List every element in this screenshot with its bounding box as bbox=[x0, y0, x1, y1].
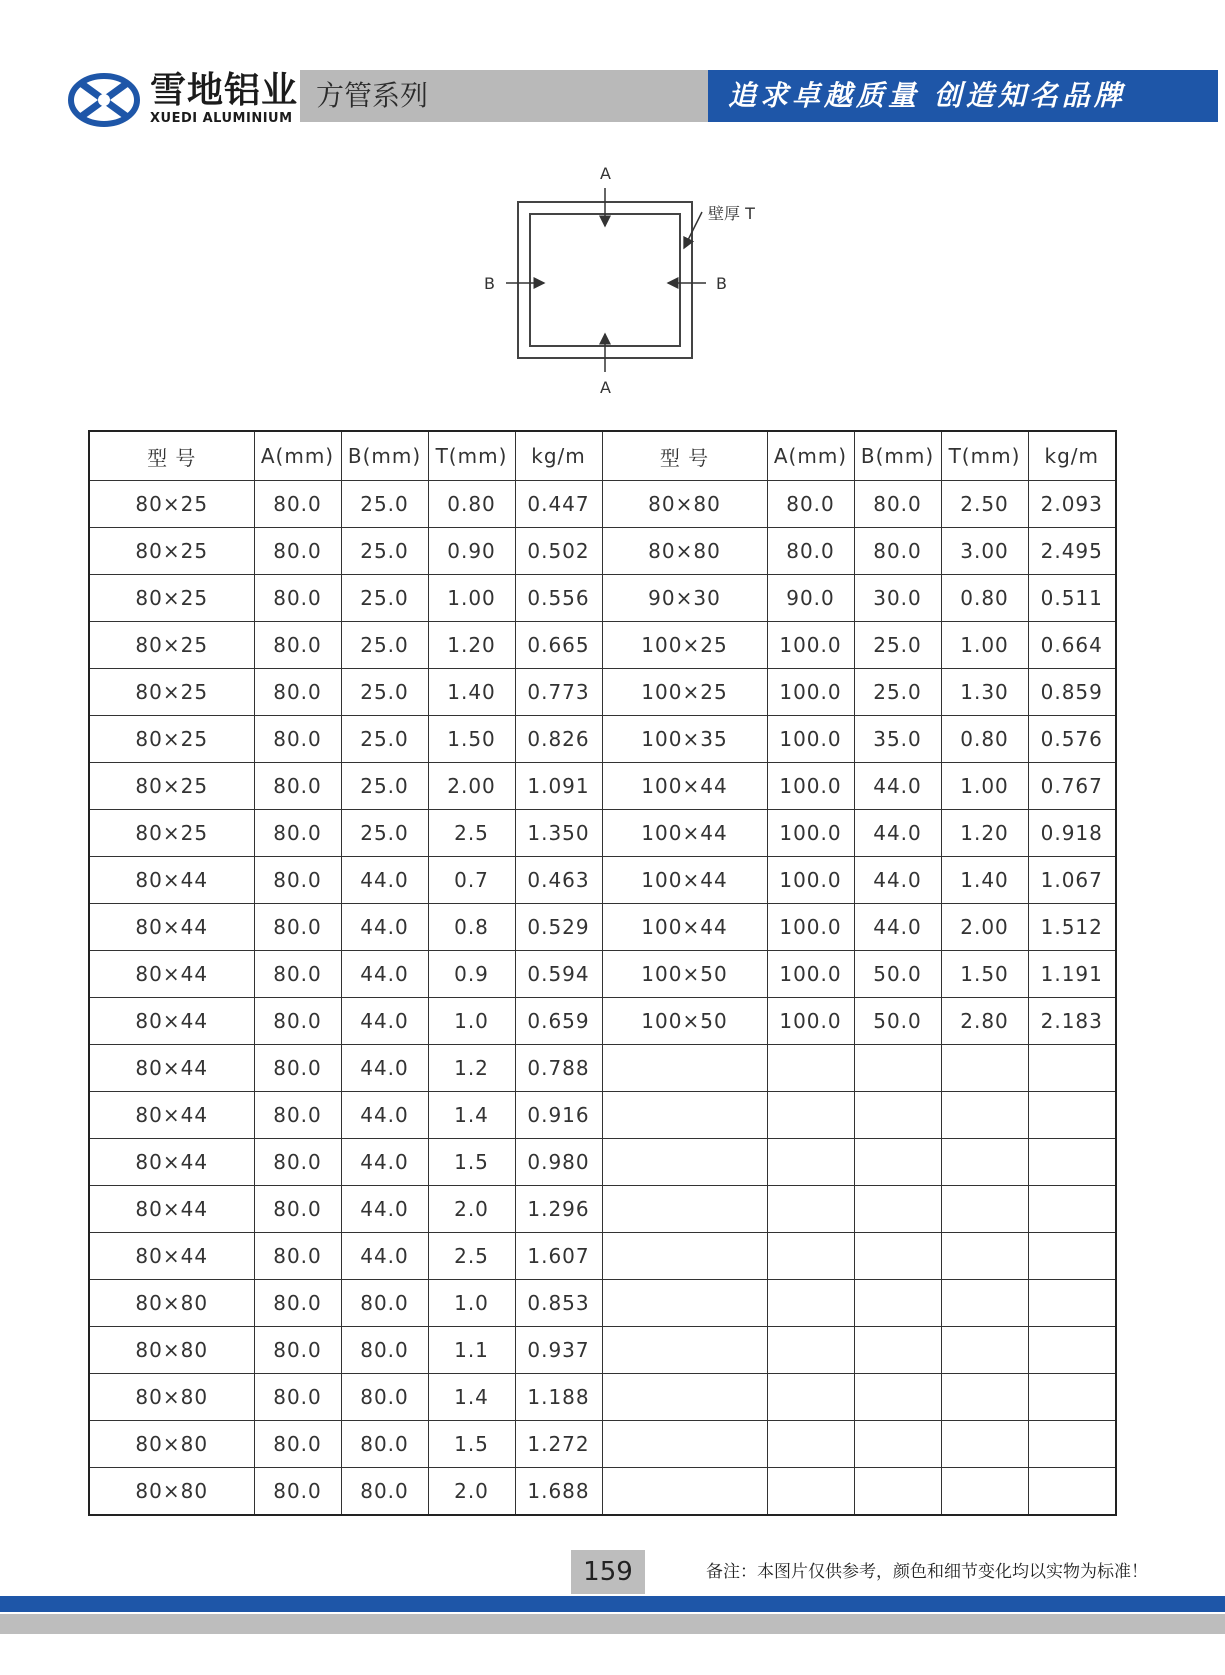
cell-b-mm: 80.0 bbox=[341, 1327, 428, 1374]
cell-a-mm: 80.0 bbox=[254, 951, 341, 998]
cell-model: 80×44 bbox=[89, 1092, 254, 1139]
cell-a-mm: 100.0 bbox=[767, 951, 854, 998]
cell-b-mm: 25.0 bbox=[341, 716, 428, 763]
cell-kg-per-m: 0.859 bbox=[1028, 669, 1116, 716]
cell-a-mm bbox=[767, 1421, 854, 1468]
table-row bbox=[89, 1468, 1116, 1516]
cell-a-mm bbox=[767, 1327, 854, 1374]
cell-a-mm bbox=[767, 1468, 854, 1516]
label-wall-thickness: 壁厚 T bbox=[708, 204, 755, 223]
cell-kg-per-m bbox=[1028, 1374, 1116, 1421]
cell-kg-per-m: 1.607 bbox=[515, 1233, 602, 1280]
cell-t-mm: 0.80 bbox=[428, 481, 515, 528]
cell-kg-per-m bbox=[1028, 1233, 1116, 1280]
cell-t-mm: 2.0 bbox=[428, 1186, 515, 1233]
cell-t-mm: 1.00 bbox=[941, 763, 1028, 810]
cell-b-mm: 80.0 bbox=[341, 1280, 428, 1327]
cell-a-mm: 100.0 bbox=[767, 998, 854, 1045]
cell-model: 100×44 bbox=[602, 904, 767, 951]
cell-a-mm: 80.0 bbox=[254, 904, 341, 951]
cell-model: 100×25 bbox=[602, 622, 767, 669]
table-row bbox=[89, 1327, 1116, 1374]
header-a: A(mm) bbox=[767, 431, 854, 481]
cell-a-mm bbox=[767, 1139, 854, 1186]
table-row bbox=[89, 528, 1116, 575]
slogan-text: 追求卓越质量 创造知名品牌 bbox=[728, 79, 1126, 112]
cell-model: 100×44 bbox=[602, 857, 767, 904]
cell-b-mm: 44.0 bbox=[341, 1139, 428, 1186]
cell-kg-per-m: 2.495 bbox=[1028, 528, 1116, 575]
cell-t-mm: 1.00 bbox=[941, 622, 1028, 669]
cell-model bbox=[602, 1327, 767, 1374]
cell-a-mm bbox=[767, 1233, 854, 1280]
cell-b-mm: 44.0 bbox=[341, 1045, 428, 1092]
cell-t-mm: 0.9 bbox=[428, 951, 515, 998]
cell-t-mm bbox=[941, 1374, 1028, 1421]
cell-model: 100×44 bbox=[602, 763, 767, 810]
cell-t-mm: 1.1 bbox=[428, 1327, 515, 1374]
cell-t-mm: 1.4 bbox=[428, 1092, 515, 1139]
cell-t-mm: 2.80 bbox=[941, 998, 1028, 1045]
footer-blue-stripe bbox=[0, 1596, 1225, 1612]
cell-model: 80×80 bbox=[602, 481, 767, 528]
cell-kg-per-m: 1.512 bbox=[1028, 904, 1116, 951]
cell-t-mm bbox=[941, 1327, 1028, 1374]
cell-b-mm: 25.0 bbox=[854, 622, 941, 669]
cell-a-mm: 80.0 bbox=[254, 481, 341, 528]
xuedi-logo-icon bbox=[68, 72, 140, 128]
header-model: 型 号 bbox=[89, 431, 254, 481]
label-b-left: B bbox=[484, 274, 495, 293]
cell-kg-per-m: 1.067 bbox=[1028, 857, 1116, 904]
cell-kg-per-m: 0.937 bbox=[515, 1327, 602, 1374]
series-banner bbox=[300, 70, 710, 122]
cell-model: 80×44 bbox=[89, 998, 254, 1045]
cell-a-mm: 80.0 bbox=[254, 1468, 341, 1516]
cell-b-mm: 25.0 bbox=[341, 810, 428, 857]
cell-kg-per-m: 1.350 bbox=[515, 810, 602, 857]
cell-t-mm: 2.00 bbox=[428, 763, 515, 810]
cell-model: 80×80 bbox=[89, 1468, 254, 1516]
cell-kg-per-m: 0.659 bbox=[515, 998, 602, 1045]
cell-a-mm bbox=[767, 1374, 854, 1421]
table-row bbox=[89, 951, 1116, 998]
cell-a-mm: 100.0 bbox=[767, 763, 854, 810]
cell-model: 80×44 bbox=[89, 1186, 254, 1233]
cell-kg-per-m: 0.918 bbox=[1028, 810, 1116, 857]
cell-b-mm bbox=[854, 1280, 941, 1327]
cell-kg-per-m: 1.188 bbox=[515, 1374, 602, 1421]
brand-name-cn: 雪地铝业 bbox=[150, 70, 299, 111]
cell-model bbox=[602, 1233, 767, 1280]
cell-kg-per-m: 1.191 bbox=[1028, 951, 1116, 998]
cell-t-mm: 1.50 bbox=[428, 716, 515, 763]
cell-b-mm: 44.0 bbox=[854, 904, 941, 951]
cell-b-mm bbox=[854, 1233, 941, 1280]
table-row bbox=[89, 1092, 1116, 1139]
cell-kg-per-m bbox=[1028, 1139, 1116, 1186]
header-b: B(mm) bbox=[854, 431, 941, 481]
cell-model: 80×44 bbox=[89, 1233, 254, 1280]
cell-model: 100×50 bbox=[602, 951, 767, 998]
cell-t-mm: 1.0 bbox=[428, 998, 515, 1045]
cell-b-mm bbox=[854, 1092, 941, 1139]
cell-a-mm: 100.0 bbox=[767, 669, 854, 716]
table-row bbox=[89, 622, 1116, 669]
cell-a-mm: 80.0 bbox=[767, 528, 854, 575]
page-header bbox=[0, 62, 1225, 132]
cell-t-mm: 0.8 bbox=[428, 904, 515, 951]
table-row bbox=[89, 1233, 1116, 1280]
cell-t-mm bbox=[941, 1186, 1028, 1233]
cell-model: 100×50 bbox=[602, 998, 767, 1045]
cell-a-mm: 80.0 bbox=[254, 1280, 341, 1327]
cell-b-mm bbox=[854, 1327, 941, 1374]
table-row bbox=[89, 1280, 1116, 1327]
cell-kg-per-m: 0.511 bbox=[1028, 575, 1116, 622]
cell-b-mm: 80.0 bbox=[854, 481, 941, 528]
cell-b-mm: 80.0 bbox=[341, 1421, 428, 1468]
page-number: 159 bbox=[583, 1557, 633, 1587]
cell-model: 80×44 bbox=[89, 1045, 254, 1092]
cell-kg-per-m bbox=[1028, 1421, 1116, 1468]
cell-t-mm: 0.90 bbox=[428, 528, 515, 575]
cell-kg-per-m: 0.980 bbox=[515, 1139, 602, 1186]
cell-a-mm bbox=[767, 1045, 854, 1092]
cell-b-mm: 25.0 bbox=[341, 622, 428, 669]
cell-model: 80×25 bbox=[89, 810, 254, 857]
cell-a-mm: 80.0 bbox=[254, 575, 341, 622]
cell-model: 80×44 bbox=[89, 857, 254, 904]
cell-a-mm: 80.0 bbox=[254, 810, 341, 857]
header-a: A(mm) bbox=[254, 431, 341, 481]
cell-t-mm bbox=[941, 1233, 1028, 1280]
cell-t-mm: 1.5 bbox=[428, 1139, 515, 1186]
cell-b-mm: 44.0 bbox=[854, 763, 941, 810]
cell-b-mm: 44.0 bbox=[341, 904, 428, 951]
cell-kg-per-m: 1.272 bbox=[515, 1421, 602, 1468]
cell-t-mm: 2.5 bbox=[428, 810, 515, 857]
cell-t-mm: 1.00 bbox=[428, 575, 515, 622]
cell-model: 80×80 bbox=[89, 1327, 254, 1374]
cell-t-mm: 2.0 bbox=[428, 1468, 515, 1516]
cell-b-mm: 25.0 bbox=[854, 669, 941, 716]
cell-kg-per-m bbox=[1028, 1468, 1116, 1516]
cell-t-mm bbox=[941, 1092, 1028, 1139]
brand-logo bbox=[68, 70, 298, 128]
cell-a-mm bbox=[767, 1186, 854, 1233]
cell-b-mm: 25.0 bbox=[341, 575, 428, 622]
table-row bbox=[89, 1374, 1116, 1421]
cell-kg-per-m: 0.463 bbox=[515, 857, 602, 904]
cell-model: 80×44 bbox=[89, 951, 254, 998]
cell-kg-per-m: 0.773 bbox=[515, 669, 602, 716]
cell-kg-per-m: 0.556 bbox=[515, 575, 602, 622]
cell-a-mm: 90.0 bbox=[767, 575, 854, 622]
cell-model bbox=[602, 1280, 767, 1327]
cell-t-mm: 1.20 bbox=[428, 622, 515, 669]
table-row bbox=[89, 481, 1116, 528]
cell-model: 80×44 bbox=[89, 1139, 254, 1186]
cell-model: 80×80 bbox=[89, 1280, 254, 1327]
cell-a-mm: 80.0 bbox=[254, 1092, 341, 1139]
cell-model: 80×25 bbox=[89, 528, 254, 575]
cell-model: 100×25 bbox=[602, 669, 767, 716]
cell-t-mm: 3.00 bbox=[941, 528, 1028, 575]
cell-model: 80×25 bbox=[89, 481, 254, 528]
cell-kg-per-m: 0.447 bbox=[515, 481, 602, 528]
cell-a-mm: 80.0 bbox=[254, 1327, 341, 1374]
cell-b-mm: 44.0 bbox=[341, 1186, 428, 1233]
cell-model: 80×25 bbox=[89, 575, 254, 622]
cell-b-mm: 44.0 bbox=[854, 810, 941, 857]
cell-t-mm bbox=[941, 1468, 1028, 1516]
cell-b-mm bbox=[854, 1186, 941, 1233]
cell-kg-per-m: 0.576 bbox=[1028, 716, 1116, 763]
cell-model bbox=[602, 1421, 767, 1468]
cell-a-mm: 80.0 bbox=[254, 669, 341, 716]
cell-model: 80×25 bbox=[89, 669, 254, 716]
slogan-banner bbox=[708, 70, 1218, 122]
table-row bbox=[89, 575, 1116, 622]
cell-t-mm: 2.00 bbox=[941, 904, 1028, 951]
table-row bbox=[89, 904, 1116, 951]
series-title: 方管系列 bbox=[316, 79, 429, 112]
table-row bbox=[89, 1139, 1116, 1186]
cell-t-mm: 2.5 bbox=[428, 1233, 515, 1280]
cell-b-mm: 30.0 bbox=[854, 575, 941, 622]
cell-b-mm: 44.0 bbox=[341, 1092, 428, 1139]
cell-a-mm: 100.0 bbox=[767, 810, 854, 857]
cell-b-mm: 44.0 bbox=[854, 857, 941, 904]
cell-a-mm: 80.0 bbox=[254, 857, 341, 904]
header-weight: kg/m bbox=[515, 431, 602, 481]
cell-t-mm bbox=[941, 1045, 1028, 1092]
table-row bbox=[89, 1186, 1116, 1233]
square-tube-diagram bbox=[468, 160, 788, 400]
cell-b-mm: 80.0 bbox=[854, 528, 941, 575]
cell-a-mm: 80.0 bbox=[254, 1186, 341, 1233]
cell-a-mm: 100.0 bbox=[767, 716, 854, 763]
cell-t-mm: 1.4 bbox=[428, 1374, 515, 1421]
cell-model bbox=[602, 1139, 767, 1186]
table-row bbox=[89, 669, 1116, 716]
table-row bbox=[89, 763, 1116, 810]
label-a-bottom: A bbox=[600, 378, 611, 397]
cell-t-mm: 1.30 bbox=[941, 669, 1028, 716]
cell-a-mm: 80.0 bbox=[254, 998, 341, 1045]
cell-b-mm: 44.0 bbox=[341, 1233, 428, 1280]
cell-a-mm: 80.0 bbox=[254, 1139, 341, 1186]
cell-kg-per-m: 0.767 bbox=[1028, 763, 1116, 810]
cell-kg-per-m: 0.664 bbox=[1028, 622, 1116, 669]
cell-b-mm: 44.0 bbox=[341, 857, 428, 904]
cell-model: 80×80 bbox=[602, 528, 767, 575]
cell-t-mm: 1.2 bbox=[428, 1045, 515, 1092]
cell-b-mm: 80.0 bbox=[341, 1468, 428, 1516]
cell-model: 90×30 bbox=[602, 575, 767, 622]
cell-a-mm bbox=[767, 1280, 854, 1327]
cell-kg-per-m: 2.183 bbox=[1028, 998, 1116, 1045]
cell-b-mm: 35.0 bbox=[854, 716, 941, 763]
cell-a-mm: 100.0 bbox=[767, 622, 854, 669]
cell-a-mm: 100.0 bbox=[767, 857, 854, 904]
cell-t-mm: 0.7 bbox=[428, 857, 515, 904]
table-row bbox=[89, 857, 1116, 904]
cell-model: 100×44 bbox=[602, 810, 767, 857]
cell-b-mm: 25.0 bbox=[341, 481, 428, 528]
cell-t-mm bbox=[941, 1421, 1028, 1468]
cell-kg-per-m: 0.853 bbox=[515, 1280, 602, 1327]
cell-kg-per-m: 0.665 bbox=[515, 622, 602, 669]
cell-a-mm: 80.0 bbox=[254, 622, 341, 669]
cell-b-mm bbox=[854, 1374, 941, 1421]
cell-kg-per-m: 2.093 bbox=[1028, 481, 1116, 528]
cell-kg-per-m bbox=[1028, 1092, 1116, 1139]
brand-name-en: XUEDI ALUMINIUM bbox=[150, 111, 293, 126]
cell-kg-per-m: 0.788 bbox=[515, 1045, 602, 1092]
cell-b-mm: 25.0 bbox=[341, 669, 428, 716]
cell-b-mm: 50.0 bbox=[854, 951, 941, 998]
cell-b-mm: 44.0 bbox=[341, 998, 428, 1045]
cell-b-mm bbox=[854, 1468, 941, 1516]
cell-t-mm: 1.20 bbox=[941, 810, 1028, 857]
cell-model bbox=[602, 1186, 767, 1233]
header-model: 型 号 bbox=[602, 431, 767, 481]
cell-b-mm bbox=[854, 1045, 941, 1092]
cell-t-mm: 1.40 bbox=[941, 857, 1028, 904]
cell-b-mm: 50.0 bbox=[854, 998, 941, 1045]
cell-kg-per-m: 1.296 bbox=[515, 1186, 602, 1233]
page-number-box bbox=[571, 1550, 645, 1594]
cell-model bbox=[602, 1468, 767, 1516]
cell-model bbox=[602, 1092, 767, 1139]
cell-a-mm: 80.0 bbox=[254, 763, 341, 810]
cell-b-mm bbox=[854, 1139, 941, 1186]
table-row bbox=[89, 810, 1116, 857]
table-row bbox=[89, 716, 1116, 763]
cell-kg-per-m: 0.529 bbox=[515, 904, 602, 951]
label-a-top: A bbox=[600, 164, 611, 183]
header-b: B(mm) bbox=[341, 431, 428, 481]
cell-b-mm: 44.0 bbox=[341, 951, 428, 998]
cell-model: 80×25 bbox=[89, 622, 254, 669]
cell-model: 80×80 bbox=[89, 1374, 254, 1421]
cell-kg-per-m: 1.688 bbox=[515, 1468, 602, 1516]
cell-kg-per-m: 0.502 bbox=[515, 528, 602, 575]
label-b-right: B bbox=[716, 274, 727, 293]
table-body bbox=[89, 481, 1116, 1516]
footer-gray-stripe bbox=[0, 1614, 1225, 1634]
cell-a-mm bbox=[767, 1092, 854, 1139]
cell-kg-per-m bbox=[1028, 1327, 1116, 1374]
header-t: T(mm) bbox=[428, 431, 515, 481]
cell-b-mm bbox=[854, 1421, 941, 1468]
cell-kg-per-m bbox=[1028, 1280, 1116, 1327]
cell-kg-per-m: 1.091 bbox=[515, 763, 602, 810]
cell-b-mm: 80.0 bbox=[341, 1374, 428, 1421]
cell-model bbox=[602, 1045, 767, 1092]
cell-a-mm: 80.0 bbox=[254, 1421, 341, 1468]
cell-t-mm bbox=[941, 1139, 1028, 1186]
cell-t-mm: 1.0 bbox=[428, 1280, 515, 1327]
table-row bbox=[89, 998, 1116, 1045]
cell-kg-per-m bbox=[1028, 1045, 1116, 1092]
cell-model: 80×25 bbox=[89, 763, 254, 810]
cell-t-mm: 0.80 bbox=[941, 575, 1028, 622]
cell-t-mm: 1.40 bbox=[428, 669, 515, 716]
cell-model: 80×44 bbox=[89, 904, 254, 951]
cell-a-mm: 80.0 bbox=[254, 1233, 341, 1280]
tube-inner-outline bbox=[530, 214, 680, 346]
header-t: T(mm) bbox=[941, 431, 1028, 481]
cell-a-mm: 80.0 bbox=[254, 1374, 341, 1421]
cell-a-mm: 80.0 bbox=[254, 1045, 341, 1092]
cell-t-mm: 0.80 bbox=[941, 716, 1028, 763]
cell-kg-per-m: 0.594 bbox=[515, 951, 602, 998]
cell-b-mm: 25.0 bbox=[341, 763, 428, 810]
cell-t-mm: 2.50 bbox=[941, 481, 1028, 528]
table-header-row bbox=[89, 431, 1116, 481]
cell-a-mm: 80.0 bbox=[767, 481, 854, 528]
cell-kg-per-m: 0.916 bbox=[515, 1092, 602, 1139]
cell-t-mm: 1.5 bbox=[428, 1421, 515, 1468]
cell-kg-per-m: 0.826 bbox=[515, 716, 602, 763]
table-row bbox=[89, 1045, 1116, 1092]
header-weight: kg/m bbox=[1028, 431, 1116, 481]
spec-table bbox=[88, 430, 1117, 1516]
cell-kg-per-m bbox=[1028, 1186, 1116, 1233]
cell-a-mm: 80.0 bbox=[254, 716, 341, 763]
footer-note: 备注：本图片仅供参考，颜色和细节变化均以实物为标准！ bbox=[706, 1562, 1148, 1582]
cell-model: 80×25 bbox=[89, 716, 254, 763]
cell-b-mm: 25.0 bbox=[341, 528, 428, 575]
cell-t-mm: 1.50 bbox=[941, 951, 1028, 998]
cell-model bbox=[602, 1374, 767, 1421]
cell-t-mm bbox=[941, 1280, 1028, 1327]
cell-a-mm: 100.0 bbox=[767, 904, 854, 951]
cell-model: 80×80 bbox=[89, 1421, 254, 1468]
table-row bbox=[89, 1421, 1116, 1468]
cell-a-mm: 80.0 bbox=[254, 528, 341, 575]
cell-model: 100×35 bbox=[602, 716, 767, 763]
